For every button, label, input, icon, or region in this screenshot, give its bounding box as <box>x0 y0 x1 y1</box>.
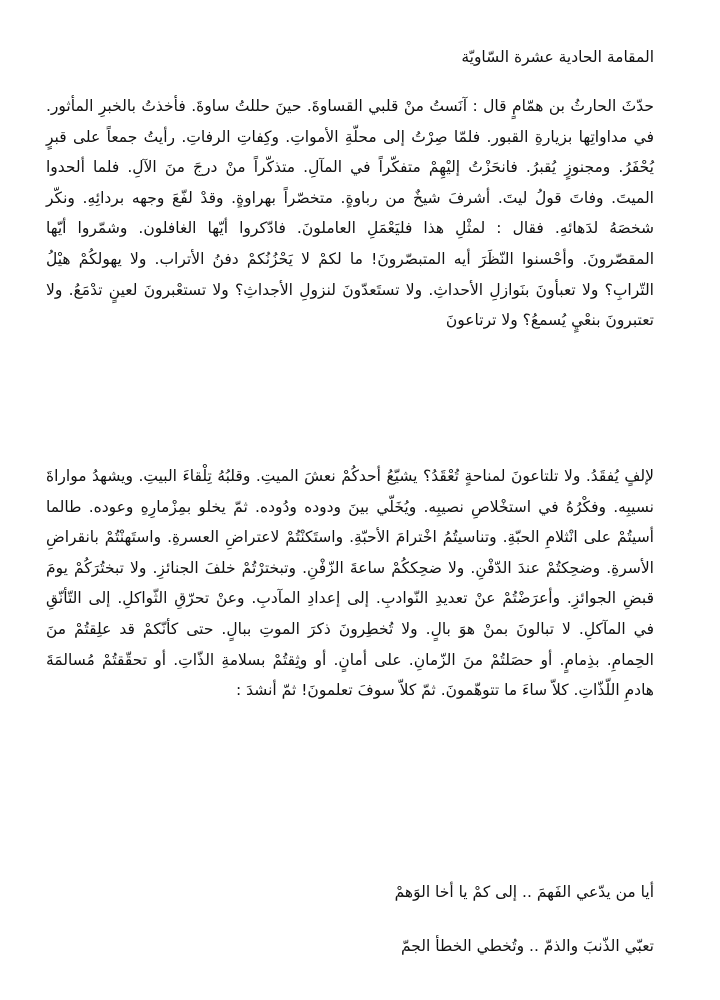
paragraph-1: حدّثَ الحارثُ بن همّامٍ قال : آنَستُ منْ قلبي القساوةَ. حينَ حللتُ ساوةَ. فأخذتُ بالخبرِ المأثور. في مداواتِها بزيارةِ القبور. فلمّا صِرْتُ إلى محلّةِ الأمواتِ. وكِفاتِ الرفاتِ. رأيتُ جمعاً على قبرٍ يُحْفَرُ. ومجنوزٍ يُقبرُ. فانحَزْتُ إليْهِمْ متفكّراً في المآلِ. متذكّراً منْ درجَ منَ الآلِ. فلما ألحدوا الميتَ. وفاتَ قولُ ليتَ. أشرفَ شيخٌ من رباوةٍ. متخصّراً بهراوةٍ. وقدْ لفّعَ وجهه بردائِهِ. ونكّر شخصَهُ لدَهائهِ. فقال : لمثْلِ هذا فليَعْمَلِ العاملونَ. فادّكروا أيّها الغافلون. وشمّروا أيّها المقصّرونَ. وأحْسنوا النّظَرَ أيه المتبصّرونَ! ما لكمْ لا يَحْزُنُكمْ دفنُ الأتراب. ولا يهولكُمْ هيْلُ التّرابِ؟ ولا تعبأونَ بنَوازلِ الأحداثِ. ولا تستَعدّونَ لنزولِ الأجداثِ؟ ولا تستعْبرونَ لعينٍ تدْمَعُ. ولا تعتبرونَ بنعْيٍ يُسمعُ؟ ولا ترتاعونَ <box>46 97 654 330</box>
verse-line-1: أيا من يدّعي الفَهمَ .. إلى كمْ يا أخا الوَهمْ <box>394 883 654 901</box>
verse-line-2: تعبّي الذّنبَ والذمّ .. وتُخطي الخطأ الجمّ <box>400 937 654 955</box>
document-title: المقامة الحادية عشرة السّاويّة <box>461 48 654 66</box>
paragraph-2: لإلفٍ يُفقَدُ. ولا تلتاعونَ لمناحةٍ تُعْقَدُ؟ يشيّعُ أحدكُمْ نعشَ الميتِ. وقلبُهُ تِلْقاءَ البيتِ. ويشهدُ مواراةَ نسيبِه. وفكْرُهُ في استخْلاصِ نصيبِه. ويُخَلّي بينَ ودوده ودُوده. ثمّ يخلو بمِزْمارِهِ وعوده. طالما أسيتُمْ على انْثلامِ الحبّةِ. وتناسيتُمُ اخْترامَ الأحبّةِ. واستَكنْتُمْ لاعتراضِ العسرةِ. واستَهنْتُمْ بانقراضِ الأسرةِ. وضحِكتُمْ عندَ الدّفْنِ. ولا ضحِككُمْ ساعةَ الزّفْنِ. وتبخترْتُمْ خلفَ الجنائزِ. ولا تبختُرَكُمْ يومَ قبضِ الجوائزِ. وأعرَضْتُمْ عنْ تعديدِ النّوادبِ. إلى إعدادِ المآدبِ. وعنْ تحرّقِ الثّواكلِ. إلى التّأنّقِ في المآكلِ. لا تبالونَ بمنْ هوَ بالٍ. ولا تُخطِرونَ ذكرَ الموتِ ببالٍ. حتى كأنّكمْ قد علِقتُمْ منَ الحِمامِ. بذِمامٍ. أو حصَلتُمْ منَ الزّمانِ. على أمانٍ. أو وثِقتُمْ بسلامةِ الذّاتِ. أو تحقّقتُمْ مُسالمَةَ هادمِ اللّذّاتِ. كلاّ ساءَ ما تتوهّمونَ. ثمّ كلاّ سوفَ تعلمونَ! ثمّ أنشدَ : <box>46 467 654 700</box>
